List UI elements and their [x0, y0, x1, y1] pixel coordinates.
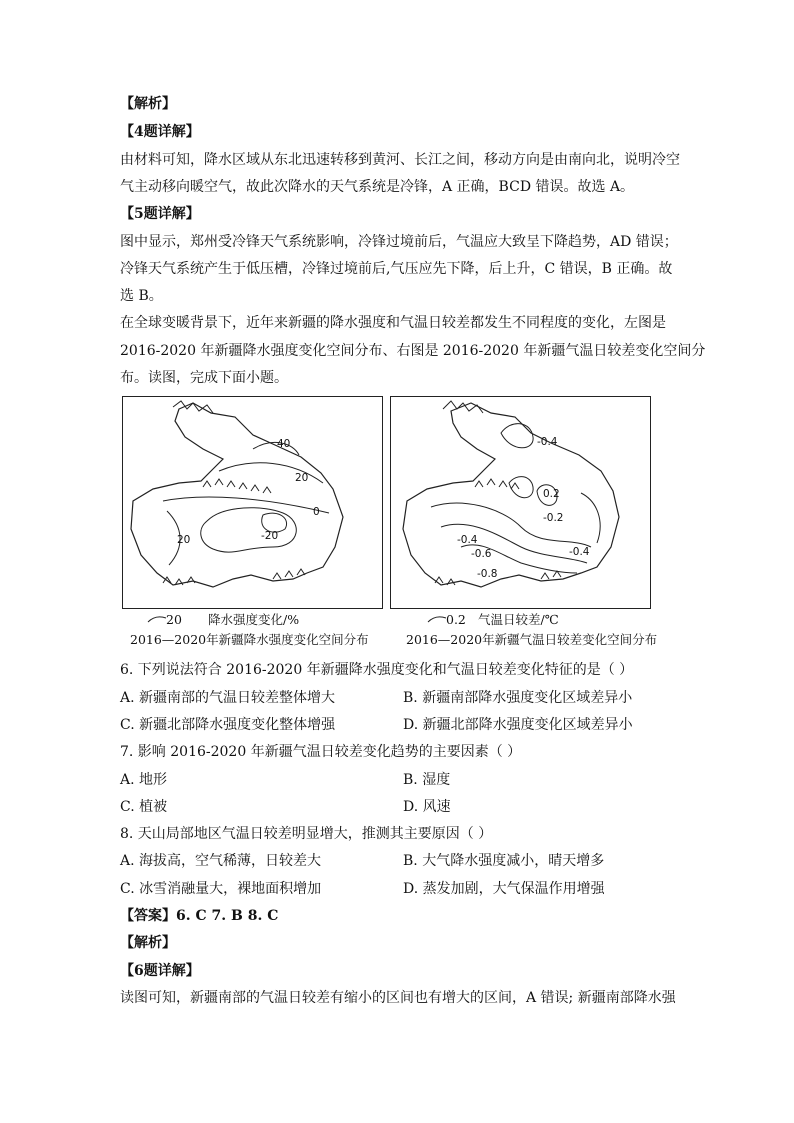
q8-option-a: A. 海拔高，空气稀薄，日较差大 [120, 853, 322, 869]
q7-option-d: D. 风速 [403, 799, 451, 815]
q6-option-d: D. 新疆北部降水强度变化区域差异小 [403, 717, 633, 733]
q5-line-1: 图中显示，郑州受冷锋天气系统影响，冷锋过境前后，气温应大致呈下降趋势，AD 错误； [120, 234, 678, 250]
q8-stem: 8. 天山局部地区气温日较差明显增大，推测其主要原因（ ） [120, 826, 493, 842]
q6-option-b: B. 新疆南部降水强度变化区域差异小 [403, 690, 633, 706]
left-contour-label-20-north: 20 [295, 472, 309, 484]
right-contour-label-neg04-north: -0.4 [537, 436, 558, 448]
intro-line-3: 布。读图，完成下面小题。 [120, 370, 288, 386]
q7-option-a: A. 地形 [120, 772, 168, 788]
right-contour-label-neg08: -0.8 [477, 568, 498, 580]
left-legend-text: 降水强度变化/% [208, 612, 300, 627]
left-legend-value: 20 [166, 612, 182, 627]
temperature-range-map [390, 396, 651, 609]
q4-line-2: 气主动移向暖空气，故此次降水的天气系统是冷锋，A 正确，BCD 错误。故选 A。 [120, 179, 635, 195]
right-contour-label-neg04-east: -0.4 [569, 546, 590, 558]
right-contour-label-neg06: -0.6 [471, 548, 492, 560]
right-contour-label-neg04-west: -0.4 [457, 534, 478, 546]
q6-detail-heading: 【6题详解】 [120, 963, 200, 979]
right-contour-label-neg02: -0.2 [543, 512, 564, 524]
q7-option-b: B. 湿度 [403, 772, 451, 788]
q7-stem: 7. 影响 2016-2020 年新疆气温日较差变化趋势的主要因素（ ） [120, 744, 522, 760]
q7-option-c: C. 植被 [120, 799, 168, 815]
q8-option-b: B. 大气降水强度减小，晴天增多 [403, 853, 605, 869]
q5-line-3: 选 B。 [120, 288, 163, 304]
right-map-caption: 2016—2020年新疆气温日较差变化空间分布 [406, 632, 658, 647]
left-contour-label-0: 0 [313, 506, 320, 518]
q6-option-a: A. 新疆南部的气温日较差整体增大 [120, 690, 336, 706]
analysis-heading-2: 【解析】 [120, 935, 176, 951]
q8-option-d: D. 蒸发加剧，大气保温作用增强 [403, 881, 605, 897]
left-contour-label-20-west: 20 [177, 534, 191, 546]
precipitation-intensity-map [122, 396, 383, 609]
right-legend-text: 气温日较差/℃ [478, 612, 559, 627]
q4-detail-heading: 【4题详解】 [120, 124, 200, 140]
q5-detail-heading: 【5题详解】 [120, 206, 200, 222]
intro-line-1: 在全球变暖背景下，近年来新疆的降水强度和气温日较差都发生不同程度的变化，左图是 [120, 315, 666, 331]
right-legend-value: 0.2 [446, 612, 466, 627]
left-map-caption: 2016—2020年新疆降水强度变化空间分布 [130, 632, 369, 647]
q6-detail-line: 读图可知，新疆南部的气温日较差有缩小的区间也有增大的区间，A 错误; 新疆南部降水强 [120, 990, 676, 1006]
analysis-heading: 【解析】 [120, 96, 176, 112]
q5-line-2: 冷锋天气系统产生于低压槽，冷锋过境前后,气压应先下降，后上升，C 错误，B 正确。故 [120, 261, 673, 277]
answer-line: 【答案】6. C 7. B 8. C [120, 908, 279, 924]
q4-line-1: 由材料可知，降水区域从东北迅速转移到黄河、长江之间，移动方向是由南向北，说明冷空 [120, 152, 680, 168]
q8-option-c: C. 冰雪消融量大，裸地面积增加 [120, 881, 322, 897]
intro-line-2: 2016-2020 年新疆降水强度变化空间分布、右图是 2016-2020 年新疆气温日较差变化空间分 [120, 343, 706, 359]
q6-option-c: C. 新疆北部降水强度变化整体增强 [120, 717, 336, 733]
right-contour-label-02: 0.2 [543, 488, 560, 500]
left-contour-label-neg20: -20 [261, 530, 279, 542]
q6-stem: 6. 下列说法符合 2016-2020 年新疆降水强度变化和气温日较差变化特征的是（ ） [120, 662, 634, 678]
left-contour-label-40: 40 [277, 438, 291, 450]
